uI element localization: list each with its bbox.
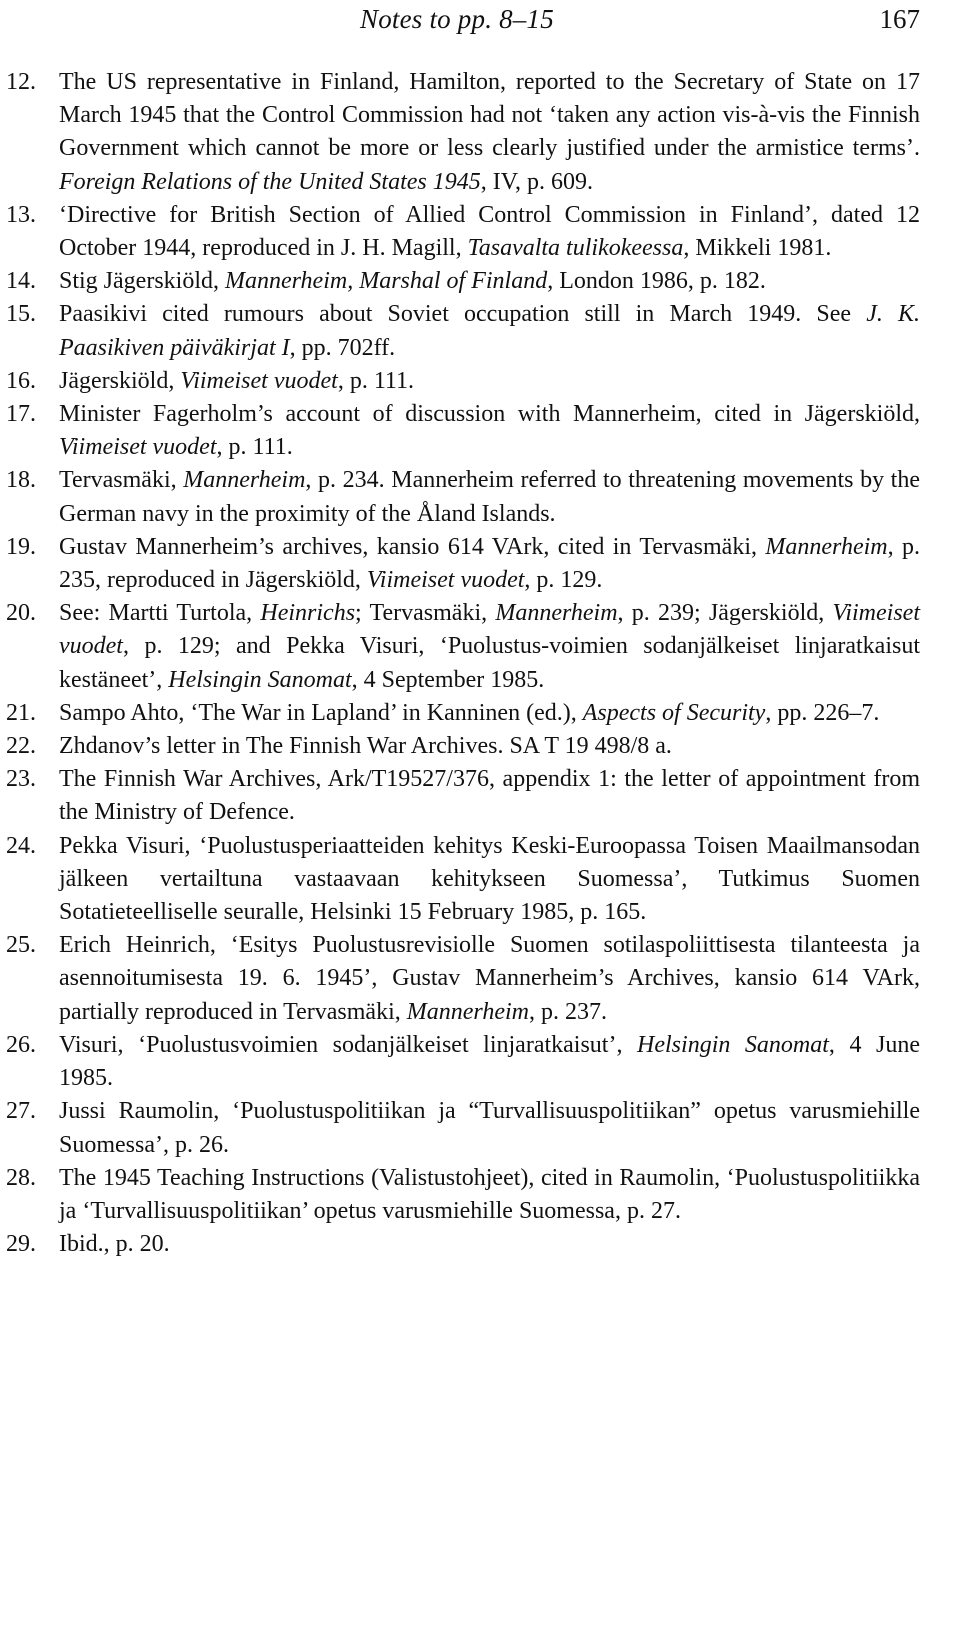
italic-title: Mannerheim [406,998,529,1025]
endnote-item [0,66,960,199]
endnote-number: 18. [6,467,36,494]
italic-title: Viimeiset vuodet [366,567,525,594]
italic-title: Mannerheim [495,600,618,627]
page-number: 167 [879,4,920,34]
endnote-text [59,932,920,1024]
endnote-text [59,69,920,195]
endnote-item [0,697,960,730]
text-segment: , IV, p. 609. [480,168,593,195]
text-segment: Tervasmäki, [59,467,184,494]
endnote-item [0,464,960,530]
endnote-item [0,1095,960,1161]
endnote-number: 28. [6,1164,36,1191]
italic-title: Mannerheim [765,533,888,560]
text-segment: , 4 June 1985. [59,1031,921,1092]
endnote-item [0,298,960,364]
endnote-item [0,597,960,697]
text-segment: , p. 239; Jägerskiöld, [617,600,833,627]
endnote-number: 29. [6,1231,36,1258]
endnote-number: 22. [6,733,36,760]
endnote-text [59,600,920,692]
text-segment: , pp. 226–7. [765,699,880,726]
text-segment: , p. 129. [524,567,603,594]
endnote-text [59,202,920,261]
endnote-item [0,830,960,930]
italic-title: Viimeiset vuodet [59,434,217,461]
endnote-number: 24. [6,832,36,859]
endnote-item [0,199,960,265]
text-segment: , London 1986, p. 182. [547,268,766,295]
endnote-number: 26. [6,1031,36,1058]
text-segment: Ibid., p. 20. [59,1231,170,1258]
endnote-number: 19. [6,533,36,560]
italic-title: Helsingin Sanomat [168,666,352,693]
endnote-number: 14. [6,268,36,295]
text-segment: Gustav Mannerheim’s archives, kansio 614 VArk, cited in Tervasmäki, [59,533,766,560]
endnote-item [0,763,960,829]
italic-title: Foreign Relations of the United States 1945 [59,168,481,195]
endnote-item [0,365,960,398]
text-segment: The US representative in Finland, Hamilton, reported to the Secretary of State on 17 March 1945 that the Control Commission had not ‘taken any action vis-à-vis the Finnish Government which cannot be more or less clearly justified under the armistice terms’. [59,69,920,162]
text-segment: ; Tervasmäki, [355,600,496,627]
endnote-text [59,268,766,294]
italic-title: Viimeiset vuodet [180,367,338,394]
endnote-text [59,534,920,593]
text-segment: , p. 111. [337,367,415,394]
italic-title: Viimeiset vuodet [59,600,920,660]
endnote-number: 25. [6,932,36,959]
text-segment: Paasikivi cited rumours about Soviet occupation still in March 1949. See [59,301,867,328]
endnote-text [59,301,920,360]
text-segment: The Finnish War Archives, Ark/T19527/376, appendix 1: the letter of appointment from the Ministry of Defence. [59,766,920,826]
endnote-text [59,1032,920,1091]
text-segment: Stig Jägerskiöld, [59,268,225,295]
text-segment: ‘Directive for British Section of Allied Control Commission in Finland’, dated 12 October 1944, reproduced in J. H. Magill, [59,201,920,262]
endnotes-list [0,66,960,1261]
endnote-text [59,1098,920,1157]
italic-title: Helsingin Sanomat [637,1031,829,1058]
page-header [0,0,960,60]
text-segment: , p. 235, reproduced in Jägerskiöld, [59,533,921,594]
endnote-item [0,265,960,298]
text-segment: Jägerskiöld, [59,367,181,394]
endnote-item [0,1029,960,1095]
text-segment: , p. 237. [528,998,607,1025]
text-segment: See: Martti Turtola, [59,600,261,627]
endnote-number: 17. [6,401,36,428]
text-segment: Sampo Ahto, ‘The War in Lapland’ in Kanninen (ed.), [59,699,583,726]
text-segment: , p. 129; and Pekka Visuri, ‘Puolustus-voimien sodanjälkeiset linjaratkaisut kestäneet’, [59,633,920,693]
endnote-text [59,368,414,394]
italic-title: Mannerheim [183,467,306,494]
endnote-item [0,398,960,464]
endnote-text [59,766,920,825]
italic-title: J. K. Paasikiven päiväkirjat I [59,301,920,361]
endnote-number: 13. [6,201,36,228]
text-segment: The 1945 Teaching Instructions (Valistustohjeet), cited in Raumolin, ‘Puolustuspolitiikka ja ‘Turvallisuuspolitiikan’ opetus varusmiehille Suomessa, p. 27. [59,1164,920,1224]
italic-title: Tasavalta tulikokeessa [467,235,684,262]
endnote-item [0,929,960,1029]
italic-title: Mannerheim, Marshal of Finland [225,268,548,295]
italic-title: Aspects of Security [582,699,766,726]
text-segment: Visuri, ‘Puolustusvoimien sodanjälkeiset linjaratkaisut’, [59,1031,638,1058]
endnote-text [59,700,879,726]
endnote-text [59,401,920,460]
text-segment: , 4 September 1985. [351,666,545,693]
endnote-text [59,733,672,759]
text-segment: , p. 111. [216,434,293,461]
text-segment: Minister Fagerholm’s account of discussion with Mannerheim, cited in Jägerskiöld, [59,401,920,428]
text-segment: , pp. 702ff. [289,334,396,361]
endnote-item [0,1162,960,1228]
endnote-text [59,1165,920,1224]
endnote-number: 27. [6,1098,36,1125]
text-segment: Erich Heinrich, ‘Esitys Puolustusrevisiolle Suomen sotilaspoliittisesta tilanteesta ja asennoitumisesta 19. 6. 1945’, Gustav Mannerheim’s Archives, kansio 614 VArk, partially reproduced in Tervasmäki, [59,932,920,1025]
endnote-item [0,1228,960,1261]
endnote-number: 23. [6,766,36,793]
endnote-item [0,531,960,597]
text-segment: Zhdanov’s letter in The Finnish War Archives. SA T 19 498/8 a. [59,733,672,760]
endnote-number: 12. [6,69,36,95]
italic-title: Heinrichs [260,600,356,627]
running-head: Notes to pp. 8–15 [360,4,554,34]
endnote-item [0,730,960,763]
text-segment: , p. 234. Mannerheim referred to threatening movements by the German navy in the proximity of the Åland Islands. [59,467,921,527]
text-segment: Pekka Visuri, ‘Puolustusperiaatteiden kehitys Keski-Euroopassa Toisen Maailmansodan jälkeen vertailtuna vastaavaan kehitykseen Suomessa’, Tutkimus Suomen Sotatieteelliselle seuralle, Helsinki 15 February 1985, p. 165. [59,832,920,926]
endnote-number: 21. [6,699,36,726]
text-segment: , Mikkeli 1981. [683,235,832,262]
endnote-text [59,467,920,526]
endnote-number: 15. [6,301,36,328]
endnote-number: 20. [6,600,36,627]
endnote-number: 16. [6,367,36,394]
endnote-text [59,833,920,925]
text-segment: Jussi Raumolin, ‘Puolustuspolitiikan ja “Turvallisuuspolitiikan” opetus varusmiehille Suomessa’, p. 26. [59,1098,920,1158]
endnote-text [59,1231,170,1257]
